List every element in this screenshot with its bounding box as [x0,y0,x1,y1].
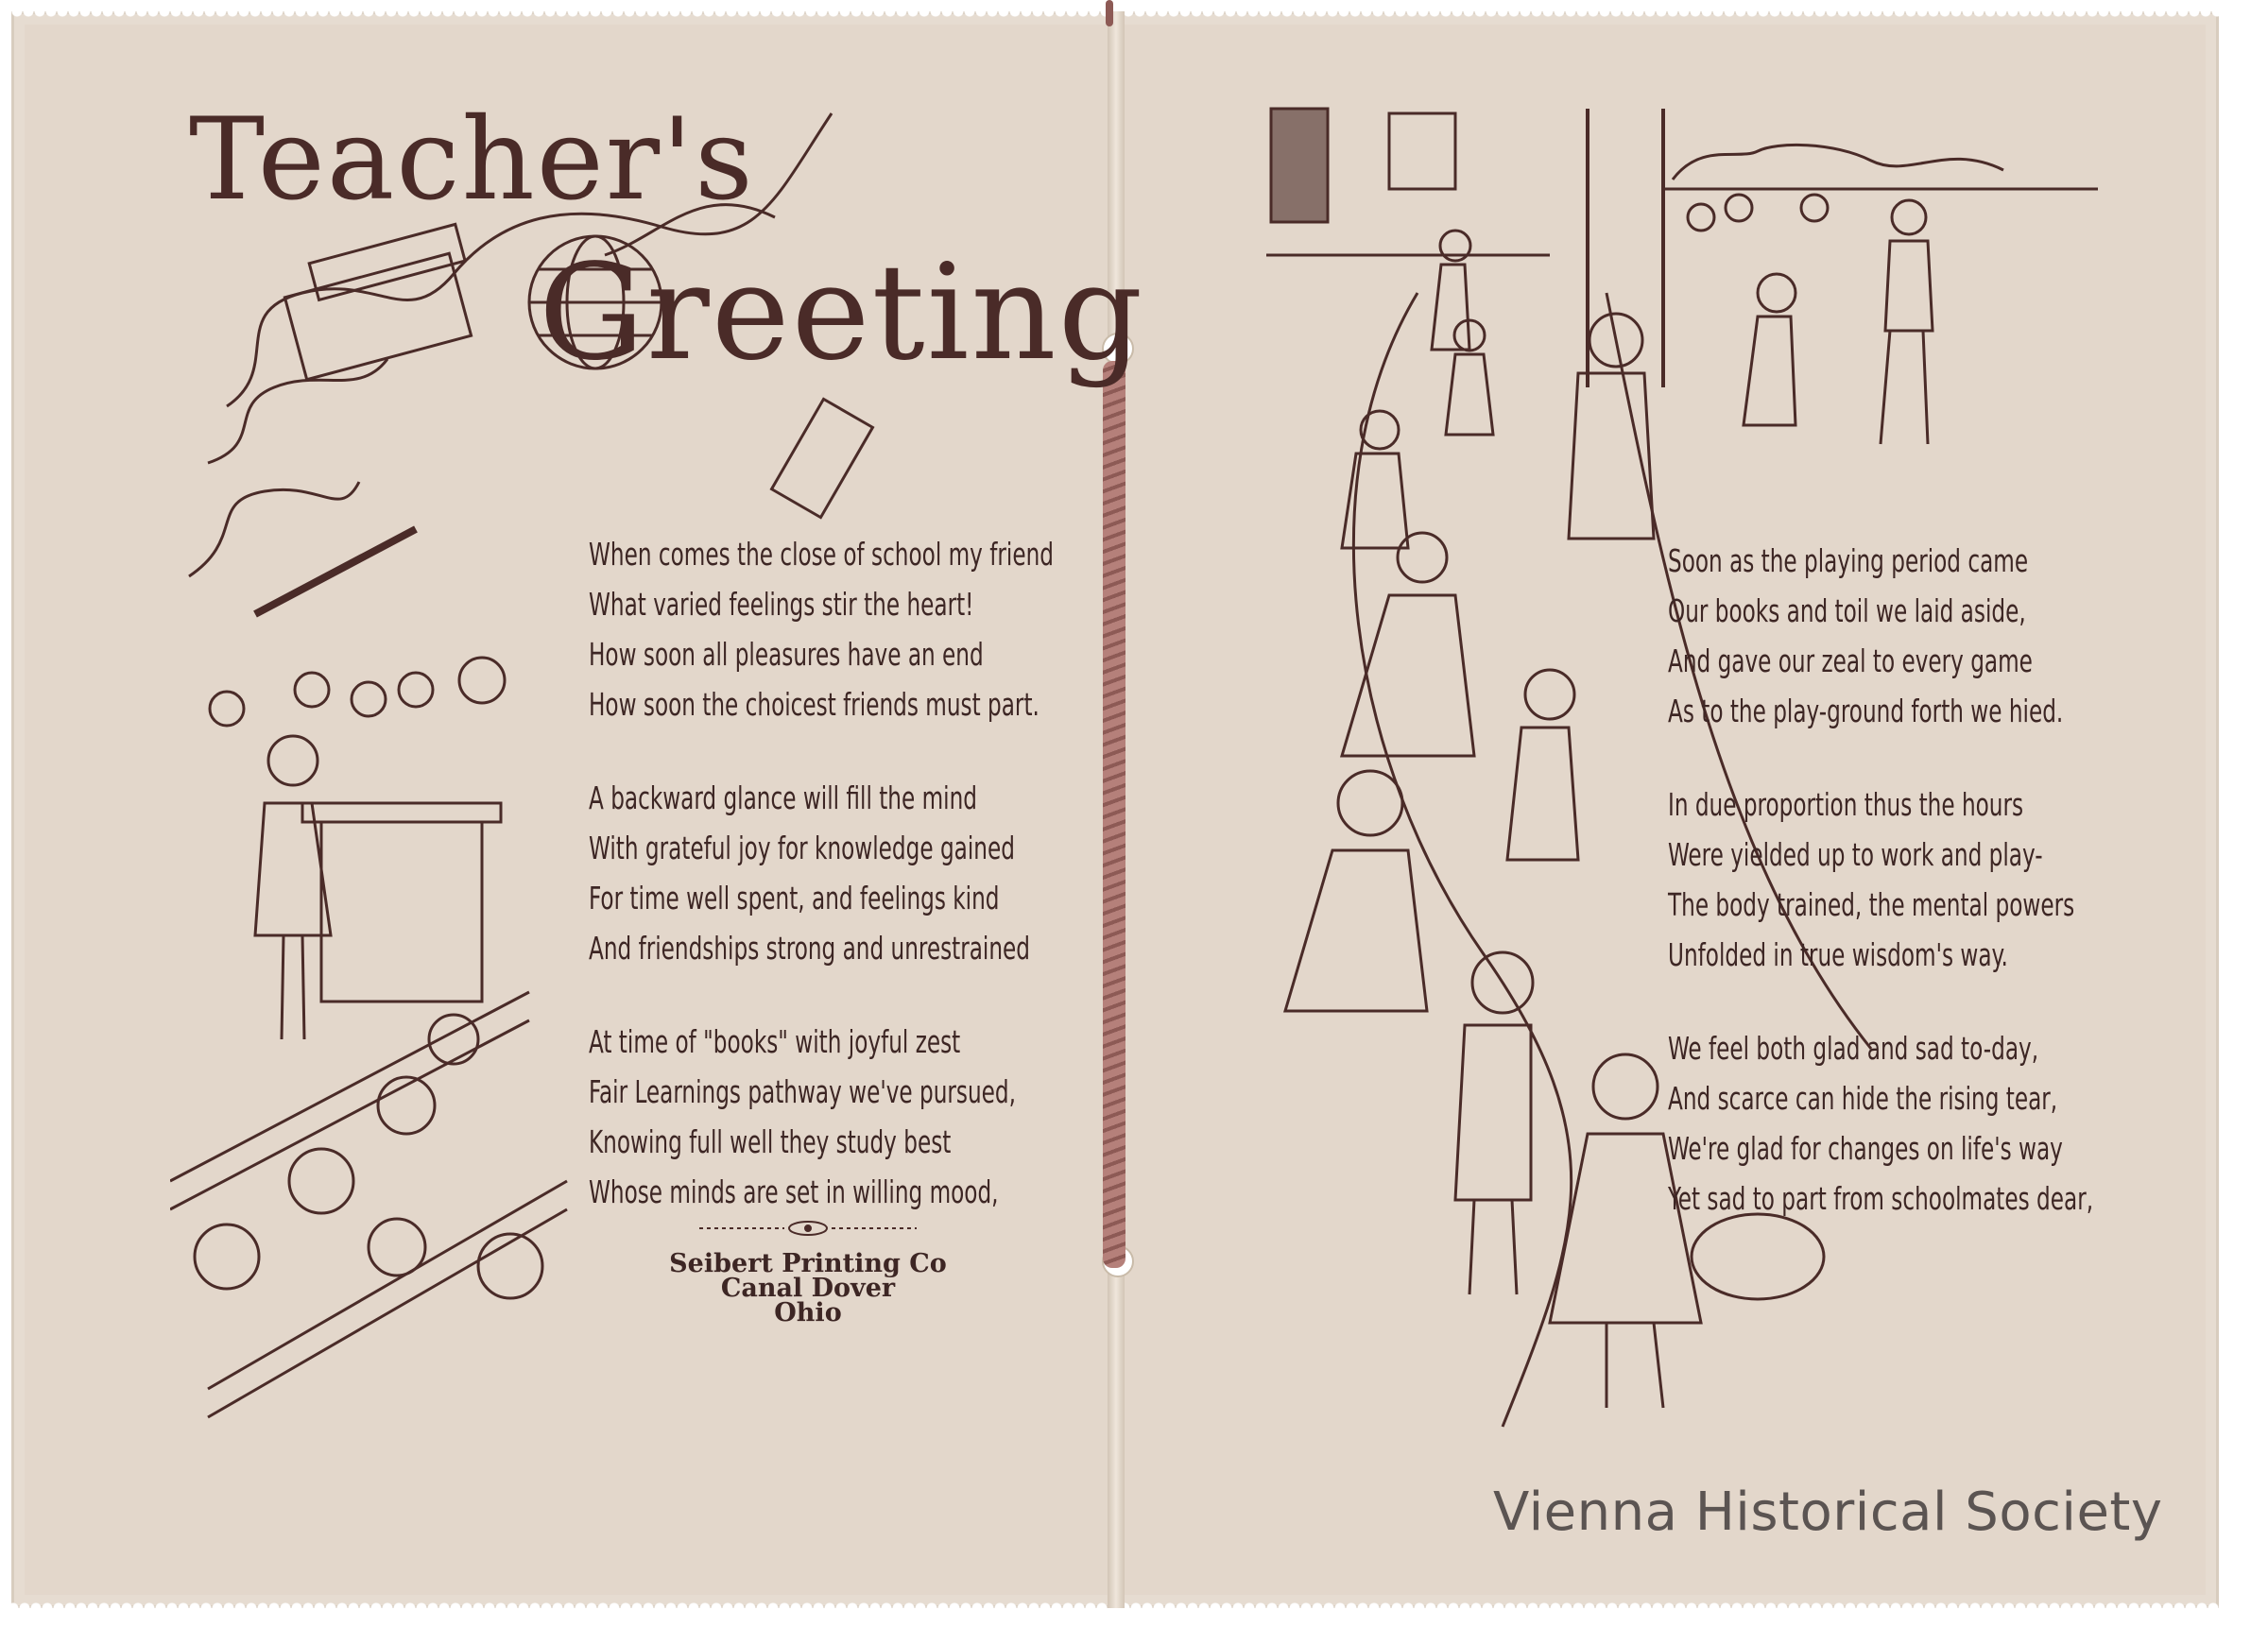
poem-line: Unfolded in true wisdom's way. [1668,936,2008,973]
poem-line: How soon the choicest friends must part. [589,686,1040,723]
hanging-cord [1106,0,1113,26]
poem-line: We feel both glad and sad to-day, [1668,1030,2039,1067]
title-teachers: Teacher's [189,94,755,226]
poem-line: For time well spent, and feelings kind [589,880,1000,916]
printer-state: Ohio [774,1298,842,1327]
poem-line: Fair Learnings pathway we've pursued, [589,1073,1016,1110]
left-stanza-2 [589,773,1054,973]
poem-line: We're glad for changes on life's way [1668,1130,2063,1167]
right-stanza-1 [1668,536,2093,736]
right-poem [1668,536,2093,1267]
poem-line: Our books and toil we laid aside, [1668,592,2026,629]
poem-line: Yet sad to part from schoolmates dear, [1668,1180,2094,1217]
watermark-text: Vienna Historical Society [1493,1481,2163,1543]
poem-line: What varied feelings stir the heart! [589,586,974,623]
left-poem [589,529,1054,1260]
poem-line: And gave our zeal to every game [1668,642,2033,679]
binding-cord [1103,361,1125,1268]
poem-line: At time of "books" with joyful zest [589,1023,961,1060]
right-stanza-3 [1668,1023,2093,1224]
printer-city: Canal Dover [720,1274,896,1303]
printer-name: Seibert Printing Co [669,1249,947,1278]
poem-line: And scarce can hide the rising tear, [1668,1080,2058,1117]
poem-line: Whose minds are set in willing mood, [589,1173,999,1210]
poem-line: And friendships strong and unrestrained [589,930,1031,967]
poem-line: As to the play-ground forth we hied. [1668,693,2064,729]
card-title [170,94,1145,444]
title-greeting: Greeting [539,236,1145,390]
left-stanza-1 [589,529,1054,729]
poem-line: A backward glance will fill the mind [589,779,977,816]
flourish-ornament [699,1219,917,1238]
poem-line: When comes the close of school my friend [589,536,1054,573]
poem-line: How soon all pleasures have an end [589,636,984,673]
printer-imprint [657,1249,959,1327]
poem-line: Soon as the playing period came [1668,542,2029,579]
poem-line: In due proportion thus the hours [1668,786,2024,823]
poem-line: The body trained, the mental powers [1668,886,2075,923]
poem-line: With grateful joy for knowledge gained [589,830,1015,866]
poem-line: Knowing full well they study best [589,1123,952,1160]
right-stanza-2 [1668,779,2093,980]
poem-line: Were yielded up to work and play- [1668,836,2043,873]
left-stanza-3 [589,1017,1054,1217]
